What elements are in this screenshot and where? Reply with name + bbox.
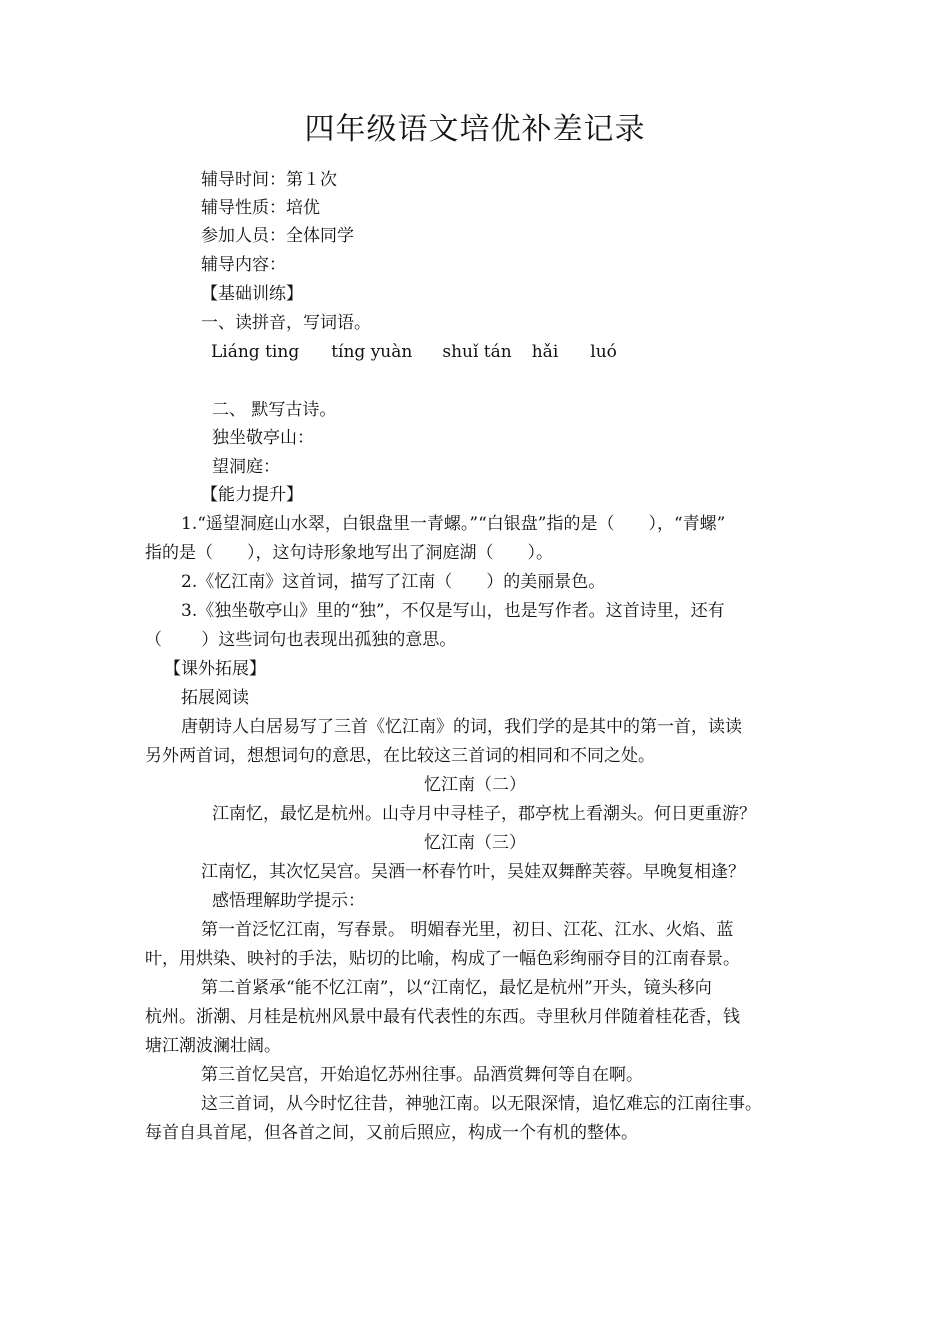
participants: 参加人员：全体同学	[201, 226, 354, 246]
basic-training-heading: 【基础训练】	[201, 284, 303, 304]
hint-p4-line1: 这三首词，从今时忆往昔，神驰江南。以无限深情，追忆难忘的江南往事。	[201, 1094, 762, 1114]
hint-p3: 第三首忆吴宫，开始追忆苏州往事。品酒赏舞何等自在啊。	[201, 1065, 643, 1085]
poem2-title: 忆江南（二）	[424, 775, 526, 795]
extension-intro-line1: 唐朝诗人白居易写了三首《忆江南》的词，我们学的是其中的第一首，读读	[181, 717, 742, 737]
hint-title: 感悟理解助学提示：	[212, 891, 365, 911]
hint-p1-line1: 第一首泛忆江南，写春景。 明媚春光里，初日、江花、江水、火焰、蓝	[201, 920, 734, 940]
pinyin-word: Liáng ting	[211, 342, 300, 362]
ability-heading: 【能力提升】	[201, 485, 303, 505]
tutoring-content: 辅导内容：	[201, 255, 286, 275]
ability-q3-line1: 3.《独坐敬亭山》里的“独”，不仅是写山，也是写作者。这首诗里，还有	[181, 601, 725, 621]
poem2-text: 江南忆，最忆是杭州。山寺月中寻桂子，郡亭枕上看潮头。何日更重游？	[212, 804, 756, 824]
tutoring-nature: 辅导性质：培优	[201, 198, 320, 218]
extension-heading: 【课外拓展】	[164, 659, 266, 679]
poem3-text: 江南忆，其次忆吴宫。吴酒一杯春竹叶，吴娃双舞醉芙蓉。早晚复相逢？	[201, 862, 745, 882]
question-recite-poem: 二、 默写古诗。	[212, 400, 337, 420]
hint-p2-line2: 杭州。浙潮、月桂是杭州风景中最有代表性的东西。寺里秋月伴随着桂花香，钱	[145, 1007, 740, 1027]
tutoring-time: 辅导时间：第１次	[201, 170, 337, 190]
pinyin-word: shuǐ tán	[442, 342, 512, 362]
hint-p2-line3: 塘江潮波澜壮阔。	[145, 1036, 281, 1056]
pinyin-word: tíng yuàn	[331, 342, 413, 362]
page-title: 四年级语文培优补差记录	[304, 112, 646, 147]
pinyin-row	[211, 338, 617, 366]
hint-p1-line2: 叶，用烘染、映衬的手法，贴切的比喻，构成了一幅色彩绚丽夺目的江南春景。	[145, 949, 740, 969]
ability-q1-line2: 指的是（ ），这句诗形象地写出了洞庭湖（ ）。	[145, 543, 553, 563]
ability-q2: 2.《忆江南》这首词，描写了江南（ ）的美丽景色。	[181, 572, 606, 592]
poem-wangdongting: 望洞庭：	[212, 457, 280, 477]
poem-jingtingshan: 独坐敬亭山：	[212, 428, 314, 448]
ability-q3-line2: （ ）这些词句也表现出孤独的意思。	[145, 630, 457, 650]
question-pinyin: 一、读拼音，写词语。	[201, 313, 371, 333]
ability-q1-line1: 1.“遥望洞庭山水翠，白银盘里一青螺。”“白银盘”指的是（ ），“青螺”	[181, 514, 726, 534]
hint-p4-line2: 每首自具首尾，但各首之间，又前后照应，构成一个有机的整体。	[145, 1123, 638, 1143]
extension-subheading: 拓展阅读	[181, 688, 249, 708]
poem3-title: 忆江南（三）	[424, 833, 526, 853]
pinyin-word: hǎi	[531, 342, 559, 362]
hint-p2-line1: 第二首紧承“能不忆江南”，以“江南忆，最忆是杭州”开头，镜头移向	[201, 978, 712, 998]
pinyin-word: luó	[590, 342, 617, 362]
extension-intro-line2: 另外两首词，想想词句的意思，在比较这三首词的相同和不同之处。	[145, 746, 655, 766]
